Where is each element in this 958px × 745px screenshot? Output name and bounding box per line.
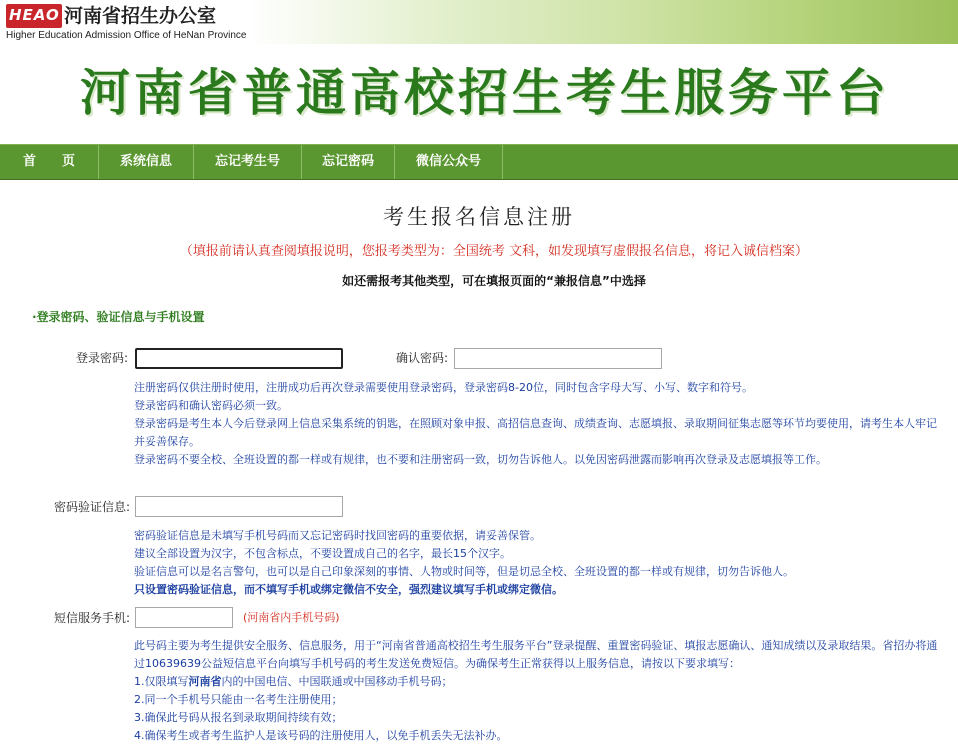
verify-info-input[interactable] — [135, 496, 343, 517]
section-title: ·登录密码、验证信息与手机设置 — [32, 310, 205, 324]
verify-help-line: 密码验证信息是未填写手机号码而又忘记密码时找回密码的重要依据，请妥善保管。 — [134, 529, 541, 542]
verify-help — [134, 527, 942, 599]
verify-help-line: 验证信息可以是名言警句，也可以是自己印象深刻的事情、人物或时间等，但是切忌全校、全班设置的都一样或有规律，切勿告诉他人。 — [134, 565, 794, 578]
sms-phone-input[interactable] — [135, 607, 233, 628]
nav-forgot-password[interactable]: 忘记密码 — [302, 145, 395, 179]
sms-rule-1 — [134, 673, 942, 691]
sms-rule-2: 2.同一个手机号只能由一名考生注册使用； — [134, 693, 343, 706]
password-input[interactable] — [135, 348, 343, 369]
office-name-cn: 河南省招生办公室 — [64, 5, 217, 27]
password-help-line: 登录密码和确认密码必须一致。 — [134, 399, 288, 412]
logo-badge-text: HEAO — [9, 6, 60, 24]
confirm-password-label: 确认密码: — [395, 351, 448, 365]
nav-system-info[interactable]: 系统信息 — [99, 145, 194, 179]
heao-logo — [6, 4, 62, 28]
confirm-password-input[interactable] — [454, 348, 662, 369]
nav-wechat-account[interactable]: 微信公众号 — [395, 145, 503, 179]
verify-help-line: 建议全部设置为汉字，不包含标点，不要设置成自己的名字，最长15个汉字。 — [134, 547, 511, 560]
platform-banner — [0, 44, 958, 144]
top-header — [0, 0, 958, 44]
sms-phone-label: 短信服务手机: — [53, 611, 130, 625]
other-type-note: 如还需报考其他类型，可在填报页面的“兼报信息”中选择 — [342, 274, 646, 288]
office-name-en: Higher Education Admission Office of HeNan Province — [6, 30, 247, 41]
password-label: 登录密码: — [75, 351, 128, 365]
sms-help — [134, 637, 942, 745]
page-title: 考生报名信息注册 — [383, 205, 575, 229]
sms-rule-1-pre: 1.仅限填写 — [134, 675, 189, 688]
sms-phone-hint: (河南省内手机号码) — [243, 611, 340, 624]
registration-warning: （填报前请认真查阅填报说明，您报考类型为：全国统考 文科，如发现填写虚假报名信息，将记入诚信档案） — [179, 244, 809, 259]
platform-title: 河南省普通高校招生考生服务平台 — [80, 64, 890, 122]
verify-strong-warning: 只设置密码验证信息，而不填写手机或绑定微信不安全，强烈建议填写手机或绑定微信。 — [134, 583, 563, 596]
nav-forgot-exam-number[interactable]: 忘记考生号 — [194, 145, 302, 179]
nav-home[interactable]: 首 页 — [0, 145, 99, 179]
verify-info-label: 密码验证信息: — [53, 500, 130, 514]
sms-rule-3: 3.确保此号码从报名到录取期间持续有效； — [134, 711, 343, 724]
sms-rule-4: 4.确保考生或者考生监护人是该号码的注册使用人，以免手机丢失无法补办。 — [134, 729, 508, 742]
sms-help-intro: 此号码主要为考生提供安全服务、信息服务，用于“河南省普通高校招生考生服务平台”登录提醒、重置密码验证、填报志愿确认、通知成绩以及录取结果。省招办将通过10639639公益短信息平台向填写手机号码的考生发送免费短信。为确保考生正常获得以上服务信息，请按以下要求填写： — [134, 639, 938, 670]
password-help-line: 登录密码是考生本人今后登录网上信息采集系统的钥匙，在照顾对象申报、高招信息查询、成绩查询、志愿填报、录取期间征集志愿等环节均要使用，请考生本人牢记并妥善保存。 — [134, 417, 937, 448]
sms-rule-1-post: 内的中国电信、中国联通或中国移动手机号码； — [221, 675, 453, 688]
main-nav — [0, 144, 958, 180]
sms-rule-1-province: 河南省 — [188, 675, 222, 688]
password-help-line: 登录密码不要全校、全班设置的都一样或有规律，也不要和注册密码一致，切勿告诉他人。以免因密码泄露而影响再次登录及志愿填报等工作。 — [134, 453, 827, 466]
password-help — [134, 379, 942, 469]
password-help-line: 注册密码仅供注册时使用，注册成功后再次登录需要使用登录密码，登录密码8-20位，同时包含字母大写、小写、数字和符号。 — [134, 381, 753, 394]
